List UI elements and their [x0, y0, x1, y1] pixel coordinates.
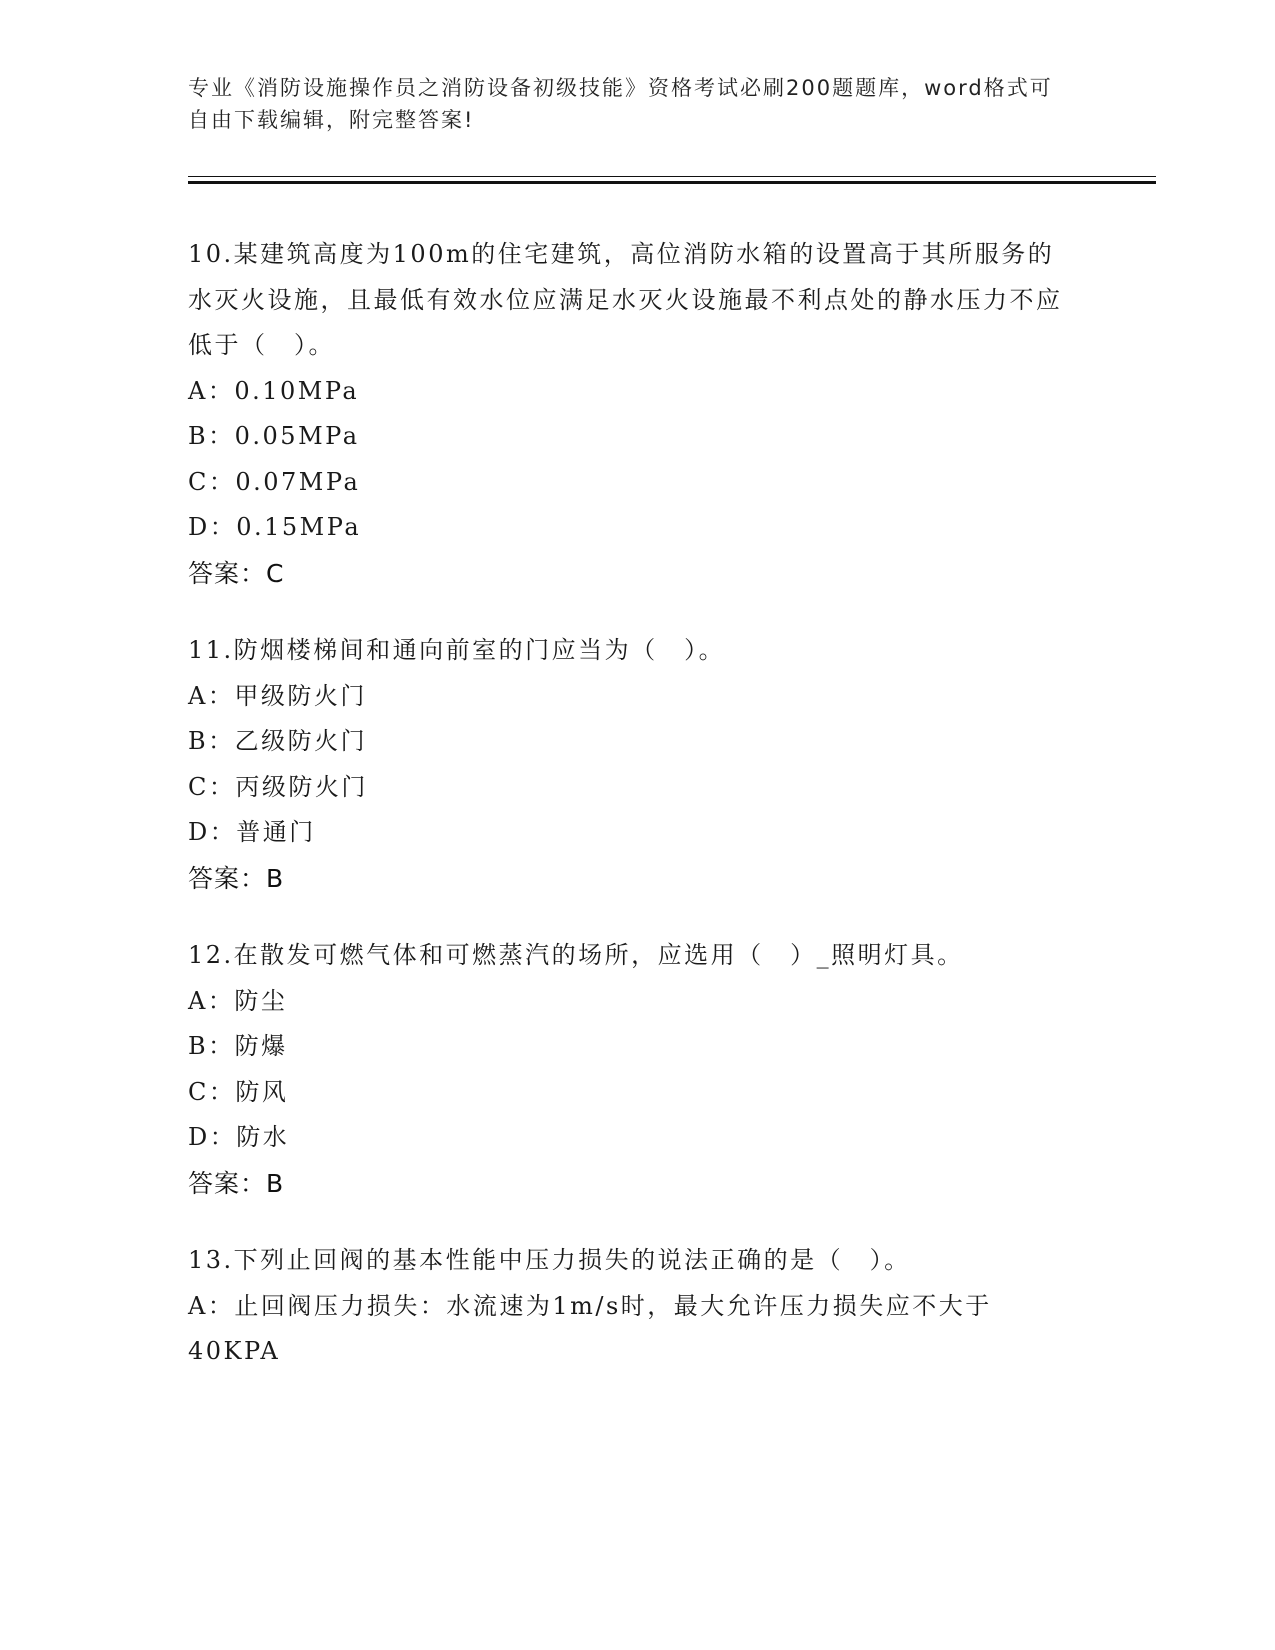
option-c: C：0.07MPa	[188, 467, 361, 496]
question-10	[188, 232, 1068, 596]
question-stem: 11.防烟楼梯间和通向前室的门应当为（ ）。	[188, 636, 726, 664]
option-a: A：防尘	[188, 986, 288, 1015]
question-stem: 10.某建筑高度为100m的住宅建筑，高位消防水箱的设置高于其所服务的水灭火设施，且最低有效水位应满足水灭火设施最不利点处的静水压力不应低于（ ）。	[188, 240, 1063, 359]
question-list	[188, 232, 1068, 1407]
question-stem: 13.下列止回阀的基本性能中压力损失的说法正确的是（ ）。	[188, 1246, 911, 1274]
option-d: D：普通门	[188, 818, 316, 846]
question-stem: 12.在散发可燃气体和可燃蒸汽的场所，应选用（ ）_照明灯具。	[188, 941, 964, 969]
option-b: B：防爆	[188, 1032, 288, 1060]
header-divider-thin	[188, 176, 1156, 177]
header-divider-thick	[188, 181, 1156, 184]
option-b: B：0.05MPa	[188, 422, 360, 450]
option-d: D：防水	[188, 1123, 290, 1151]
answer: 答案：B	[188, 863, 285, 893]
option-a: A：0.10MPa	[188, 376, 360, 405]
question-13	[188, 1238, 1068, 1375]
option-c: C：丙级防火门	[188, 772, 368, 801]
answer: 答案：C	[188, 558, 285, 588]
option-d: D：0.15MPa	[188, 513, 362, 541]
question-12	[188, 933, 1068, 1206]
option-b: B：乙级防火门	[188, 727, 368, 755]
option-c: C：防风	[188, 1077, 289, 1106]
answer: 答案：B	[188, 1168, 285, 1198]
document-header: 专业《消防设施操作员之消防设备初级技能》资格考试必刷200题题库，word格式可自由下载编辑，附完整答案!	[188, 76, 1053, 132]
option-a: A：止回阀压力损失：水流速为1m/s时，最大允许压力损失应不大于40KPA	[188, 1291, 992, 1365]
option-a: A：甲级防火门	[188, 681, 367, 710]
question-11	[188, 628, 1068, 901]
